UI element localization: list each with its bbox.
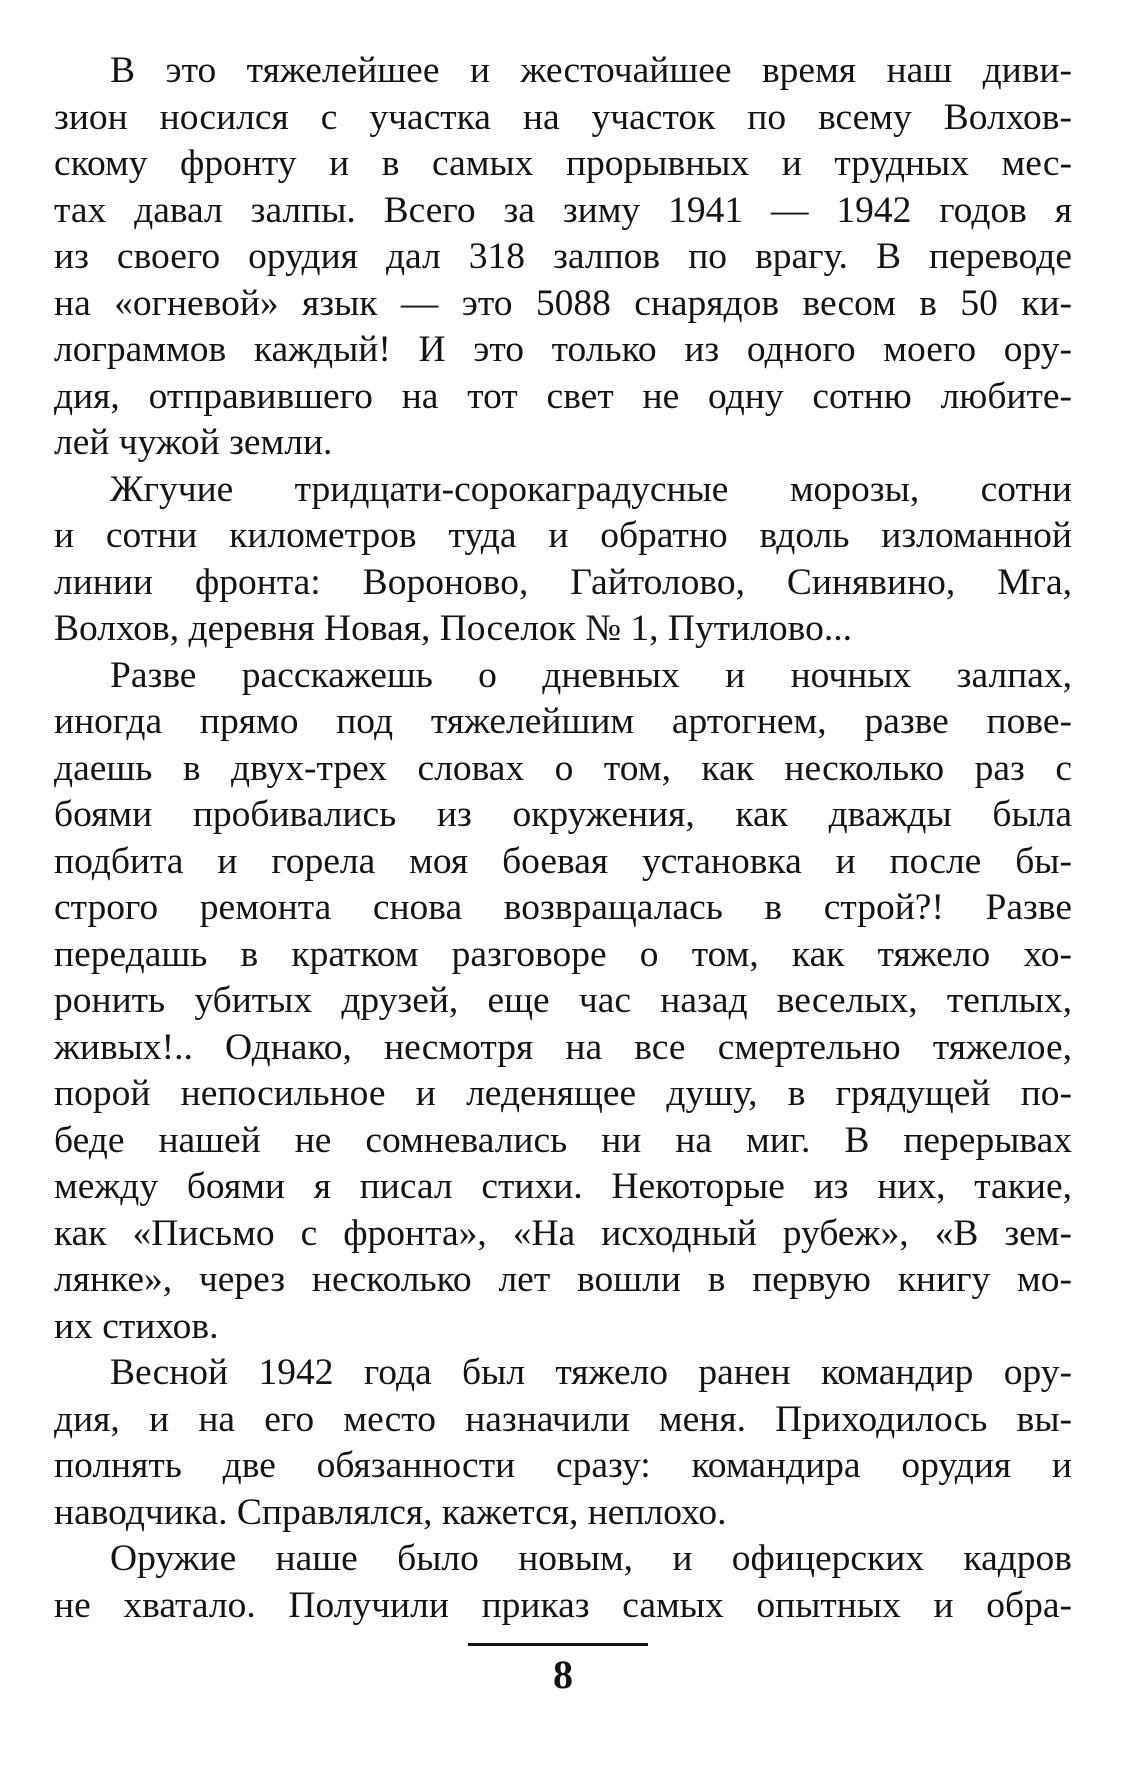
text-line: живых!.. Однако, несмотря на все смертельно тяжелое, xyxy=(54,1026,1072,1068)
text-line: из своего орудия дал 318 залпов по врагу. В переводе xyxy=(54,236,1072,277)
text-line: их стихов. xyxy=(54,1305,219,1347)
text-line: лей чужой земли. xyxy=(54,422,333,463)
page-number: 8 xyxy=(553,1652,573,1697)
text-line: наводчика. Справлялся, кажется, неплохо. xyxy=(54,1491,727,1533)
text-line: зион носился с участка на участок по всему Волхов- xyxy=(54,96,1072,138)
text-line: порой непосильное и леденящее душу, в грядущей по- xyxy=(54,1073,1072,1114)
text-line: на «огневой» язык — это 5088 снарядов весом в 50 ки- xyxy=(54,282,1072,324)
text-line: ронить убитых друзей, еще час назад веселых, теплых, xyxy=(54,980,1072,1021)
paragraph-2 xyxy=(54,467,1072,653)
paragraph-5 xyxy=(54,1536,1072,1629)
text-line: Жгучие тридцати-сорокаградусные морозы, сотни xyxy=(110,468,1072,510)
text-line: строго ремонта снова возвращалась в строй?! Разве xyxy=(54,887,1072,928)
text-line: беде нашей не сомневались ни на миг. В перерывах xyxy=(54,1119,1072,1161)
text-line: Оружие наше было новым, и офицерских кадров xyxy=(110,1538,1072,1579)
text-line: Разве расскажешь о дневных и ночных залпах, xyxy=(110,654,1072,696)
book-page-text xyxy=(54,48,1072,1629)
text-line: как «Письмо с фронта», «На исходный рубеж», «В зем- xyxy=(54,1212,1072,1254)
text-line: передашь в кратком разговоре о том, как тяжело хо- xyxy=(54,933,1072,975)
footer-divider xyxy=(468,1643,648,1646)
text-line: и сотни километров туда и обратно вдоль изломанной xyxy=(54,515,1072,556)
text-line: дия, отправившего на тот свет не одну сотню любите- xyxy=(54,375,1072,417)
text-line: Весной 1942 года был тяжело ранен командир ору- xyxy=(110,1352,1072,1393)
text-line: боями пробивались из окружения, как дважды была xyxy=(54,794,1072,835)
text-line: полнять две обязанности сразу: командира орудия и xyxy=(54,1445,1072,1486)
text-line: иногда прямо под тяжелейшим артогнем, разве пове- xyxy=(54,701,1072,742)
text-line: подбита и горела моя боевая установка и после бы- xyxy=(54,840,1072,882)
paragraph-4 xyxy=(54,1350,1072,1536)
text-line: тах давал залпы. Всего за зиму 1941 — 1942 годов я xyxy=(54,189,1072,231)
text-line: В это тяжелейшее и жесточайшее время наш диви- xyxy=(110,50,1072,91)
text-line: между боями я писал стихи. Некоторые из них, такие, xyxy=(54,1166,1072,1207)
text-line: дия, и на его место назначили меня. Приходилось вы- xyxy=(54,1398,1072,1440)
text-line: не хватало. Получили приказ самых опытных и обра- xyxy=(54,1584,1072,1626)
text-line: даешь в двух-трех словах о том, как несколько раз с xyxy=(54,747,1072,789)
text-line: лограммов каждый! И это только из одного моего ору- xyxy=(54,329,1072,370)
text-line: Волхов, деревня Новая, Поселок № 1, Путилово... xyxy=(54,608,853,649)
text-line: скому фронту и в самых прорывных и трудных мес- xyxy=(54,143,1072,184)
text-line: линии фронта: Вороново, Гайтолово, Синявино, Мга, xyxy=(54,561,1072,603)
text-line: лянке», через несколько лет вошли в первую книгу мо- xyxy=(54,1259,1072,1300)
paragraph-1 xyxy=(54,48,1072,467)
paragraph-3 xyxy=(54,653,1072,1351)
